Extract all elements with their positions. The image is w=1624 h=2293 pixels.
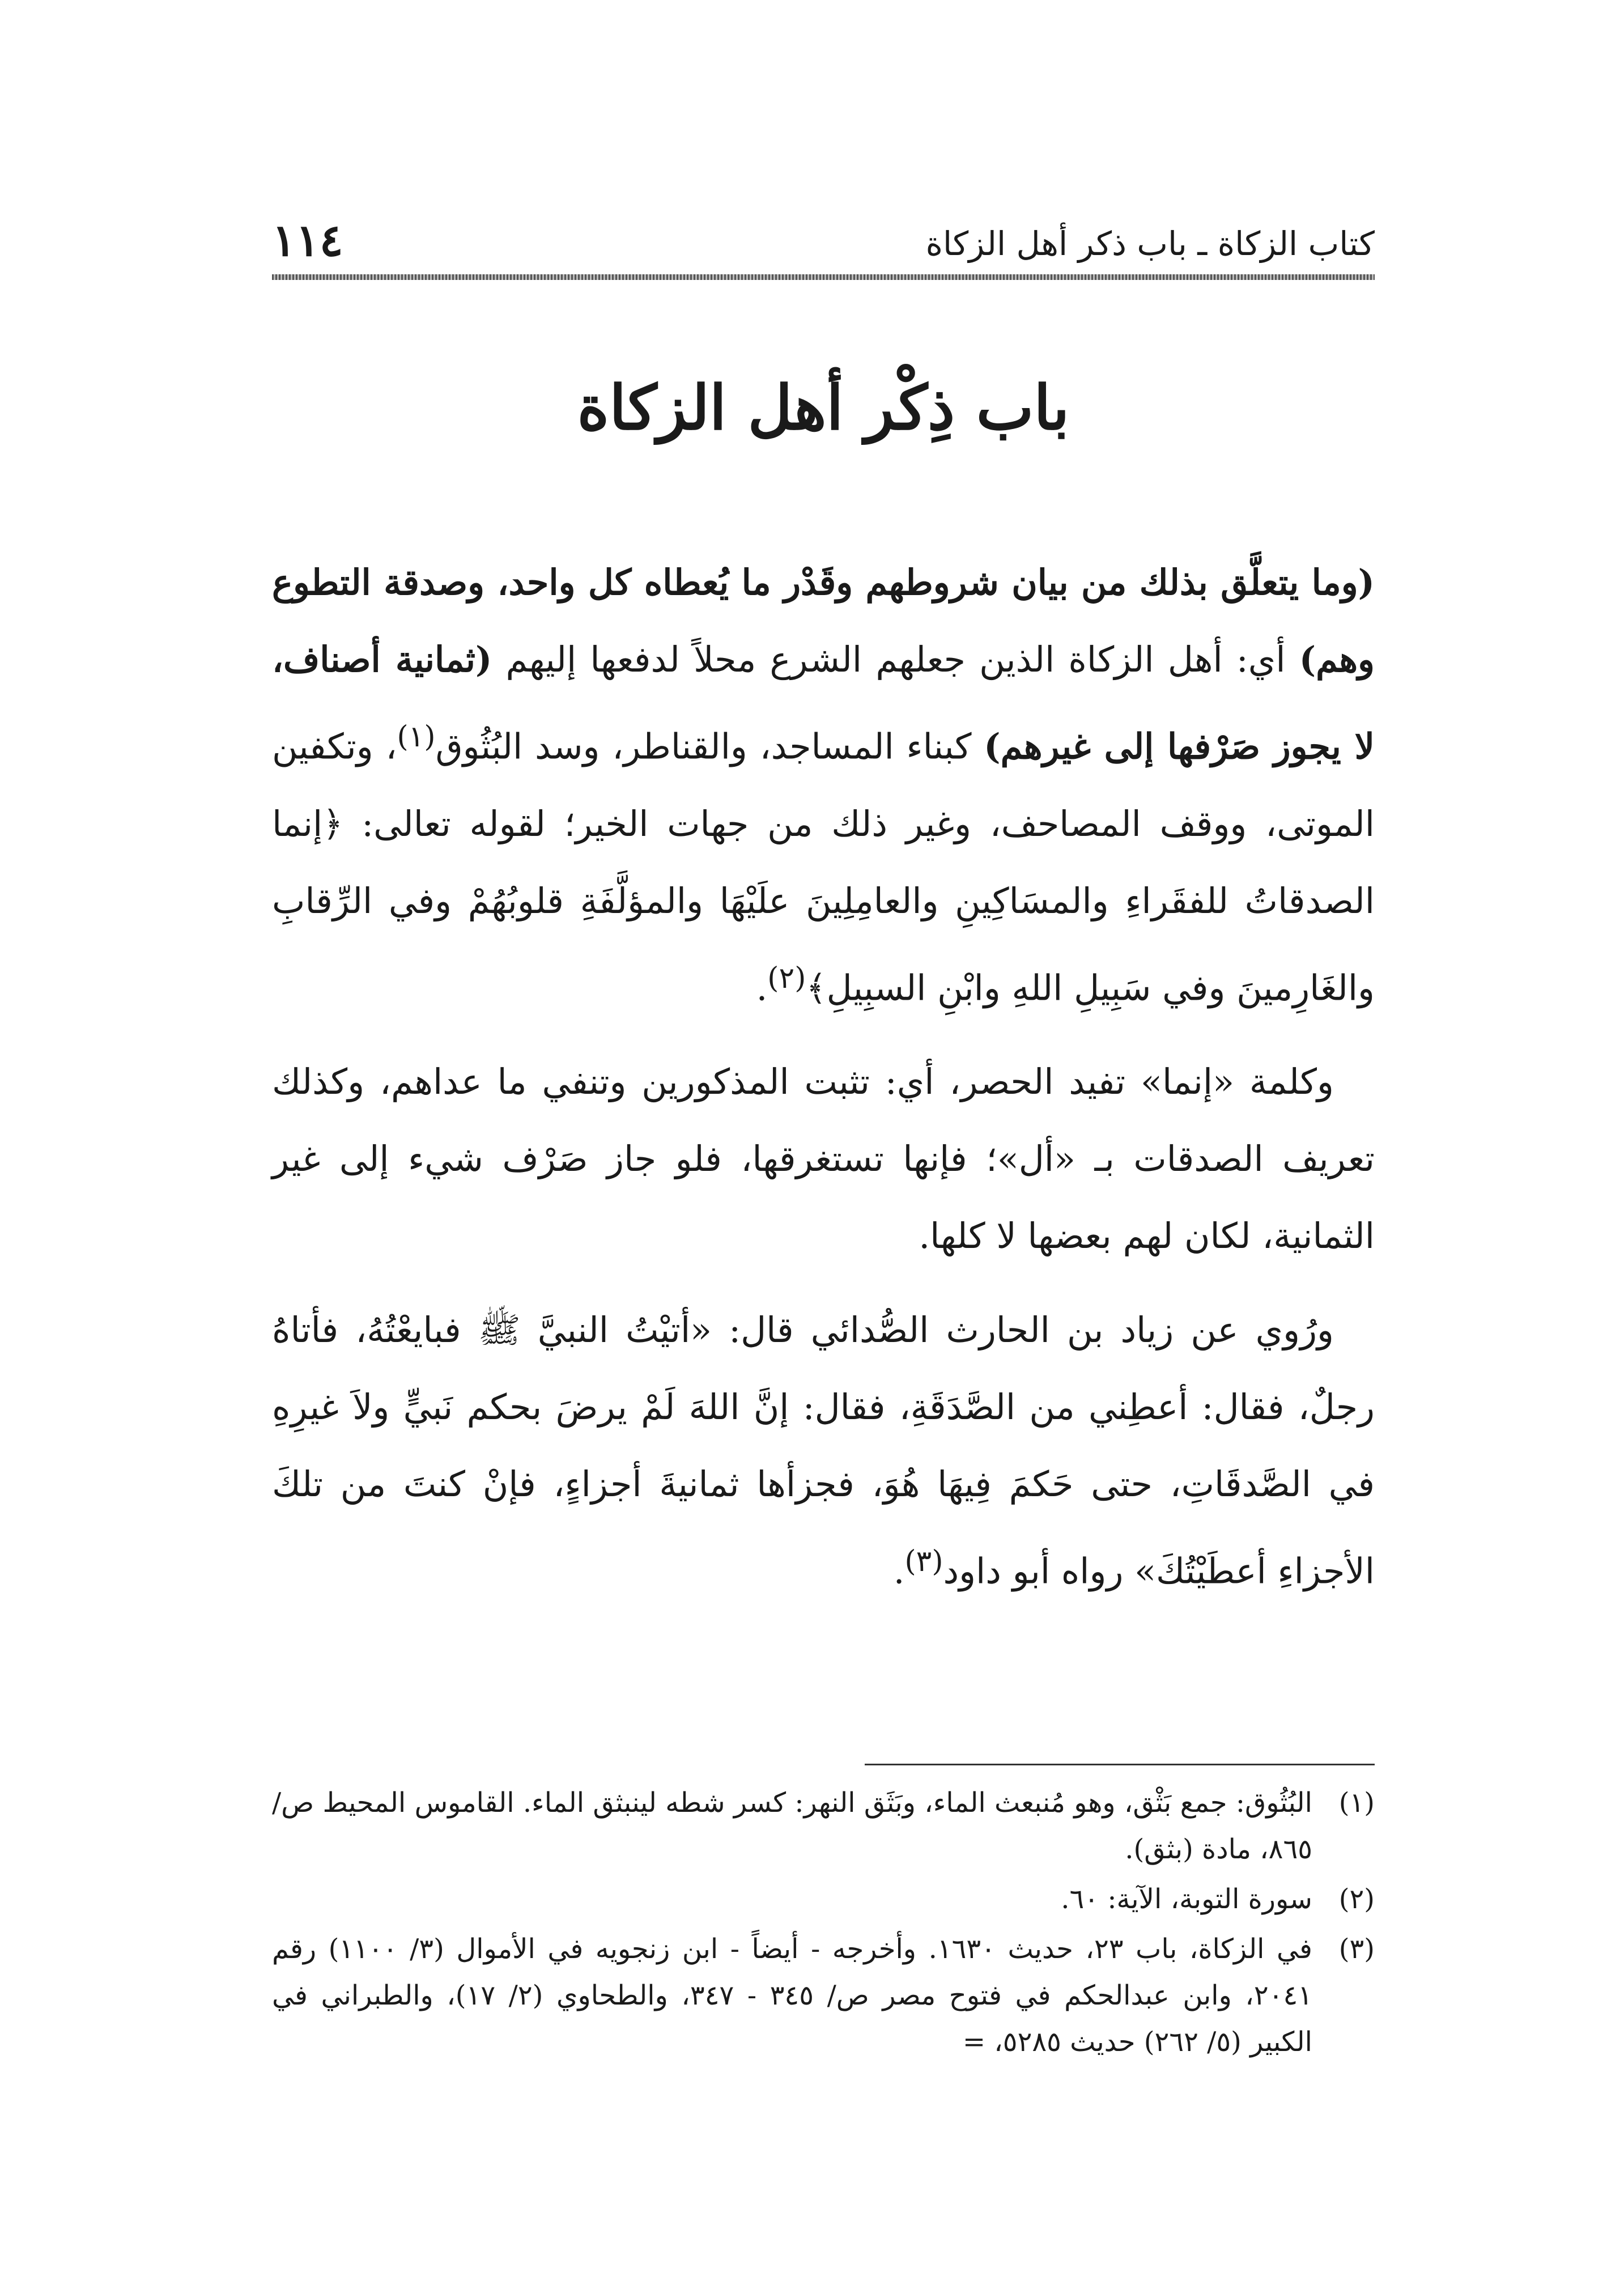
- footnote-separator: [865, 1764, 1375, 1765]
- matn-text: (ثمانية أصناف، لا يجوز صَرْفها إلى غيرهم): [272, 639, 1375, 767]
- footnote-ref-3[interactable]: (٣): [904, 1544, 943, 1579]
- sharh-text: .: [756, 967, 768, 1009]
- footnote-text: في الزكاة، باب ٢٣، حديث ١٦٣٠. وأخرجه - أيضاً - ابن زنجويه في الأموال (٣/ ١١٠٠) رقم ٢٠٤١، وابن عبدالحكم في فتوح مصر ص/ ٣٤٥ - ٣٤٧، والطحاوي (٢/ ١٧)، والطبراني في الكبير (٥/ ٢٦٢) حديث ٥٢٨٥، =: [272, 1933, 1313, 2058]
- hadith-text: ورُوي عن زياد بن الحارث الصُّدائي قال: «أتيْتُ النبيَّ ﷺ فبايعْتُهُ، فأتاهُ رجلٌ، فقال: أعطِني من الصَّدَقَةِ، فقال: إنَّ اللهَ لَمْ يرضَ بحكم نَبيٍّ ولاَ غيرِهِ في الصَّدقَاتِ، حتى حَكمَ فِيهَا هُوَ، فجزأها ثمانيةَ أجزاءٍ، فإنْ كنتَ من تلكَ الأجزاءِ أعطَيْتُكَ» رواه أبو داود: [272, 1309, 1375, 1592]
- footnote-number: (٢): [1338, 1883, 1375, 1915]
- footnote-number: (١): [1338, 1787, 1375, 1819]
- footnote-ref-1[interactable]: (١): [397, 720, 436, 754]
- paragraph-1: [272, 544, 1375, 1026]
- sharh-text: أي: أهل الزكاة الذين جعلهم الشرع محلاً لدفعها إليهم: [492, 639, 1299, 680]
- footnote-text: سورة التوبة، الآية: ٦٠.: [1061, 1883, 1312, 1915]
- footnote-ref-2[interactable]: (٢): [767, 961, 806, 995]
- sharh-text: كبناء المساجد، والقناطر، وسد البُثُوق: [435, 725, 984, 767]
- header-divider: [272, 274, 1375, 280]
- footnote-2: [272, 1876, 1375, 1922]
- paragraph-3: [272, 1292, 1375, 1610]
- paragraph-2: وكلمة «إنما» تفيد الحصر، أي: تثبت المذكورين وتنفي ما عداهم، وكذلك تعريف الصدقات بـ «أل»؛ فإنها تستغرقها، فلو جاز صَرْف شيء إلى غير الثمانية، لكان لهم بعضها لا كلها.: [272, 1061, 1375, 1257]
- footnotes: [272, 1780, 1375, 2069]
- chapter-title: باب ذِكْر أهل الزكاة: [577, 372, 1070, 444]
- hadith-text: .: [893, 1550, 905, 1592]
- footnote-1: [272, 1780, 1375, 1872]
- running-header-title: كتاب الزكاة ـ باب ذكر أهل الزكاة: [925, 224, 1375, 263]
- footnote-text: البُثُوق: جمع بَثْق، وهو مُنبعث الماء، وبَثَق النهر: كسر شطه لينبثق الماء. القاموس المحيط ص/ ٨٦٥، مادة (بثق).: [272, 1787, 1312, 1865]
- matn-text: (وما يتعلَّق بذلك من بيان شروطهم وقَدْر ما يُعطاه كل واحد، وصدقة التطوع وهم): [272, 562, 1375, 680]
- running-header: [272, 215, 1375, 272]
- sharh-text: ، وتكفين الموتى، ووقف المصاحف، وغير ذلك من جهات الخير؛ لقوله تعالى: ﴿إنما الصدقاتُ للفقَراءِ والمسَاكِينِ والعامِلِينَ علَيْهَا والمؤلَّفَةِ قلوبُهُمْ وفي الرِّقابِ والغَارِمينَ وفي سَبِيلِ اللهِ وابْنِ السبِيلِ﴾: [272, 725, 1375, 1009]
- page-number: ١١٤: [272, 215, 343, 266]
- footnote-number: (٣): [1338, 1933, 1375, 1965]
- footnote-3: [272, 1926, 1375, 2065]
- main-text: [272, 544, 1375, 1627]
